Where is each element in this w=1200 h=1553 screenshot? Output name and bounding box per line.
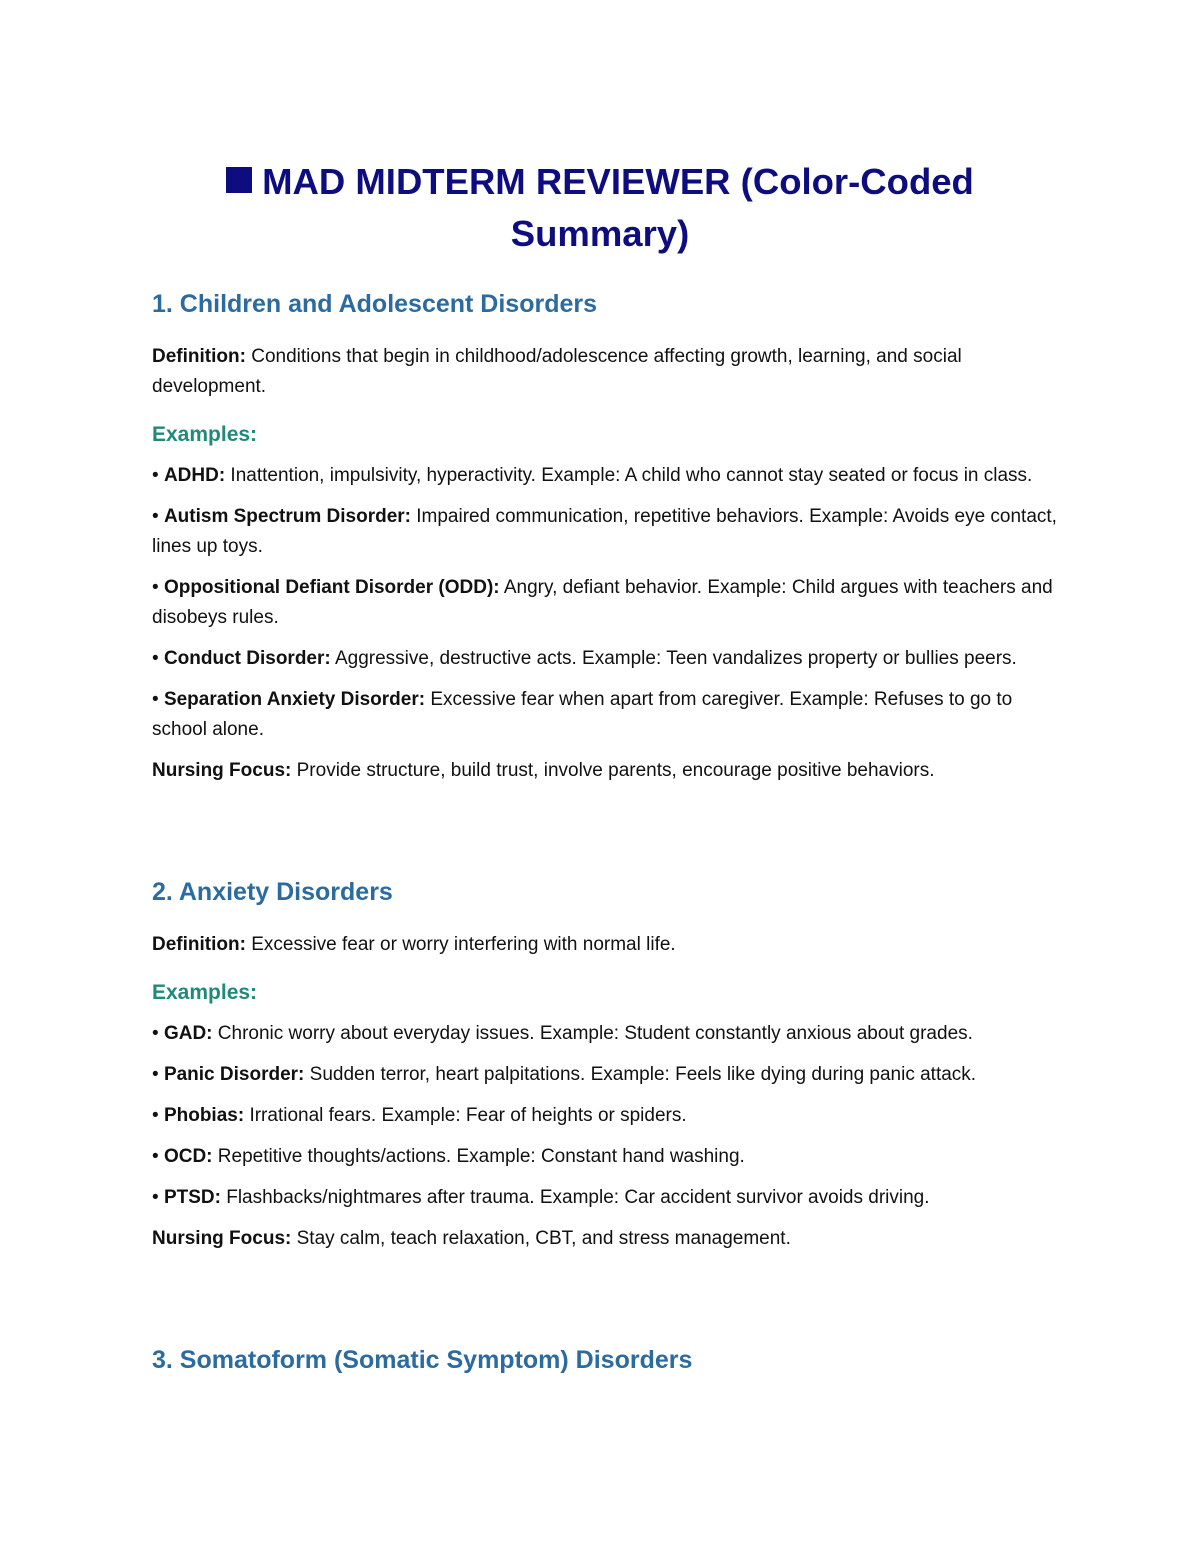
item-term: OCD: — [163, 1146, 213, 1167]
list-item: • Separation Anxiety Disorder: Excessive fear when apart from caregiver. Example: Refuses to go to school alone. — [152, 689, 1013, 740]
definition-paragraph — [152, 930, 1057, 960]
item-text: Inattention, impulsivity, hyperactivity. Example: A child who cannot stay seated or focus in class. — [225, 465, 1033, 486]
list-item: • Oppositional Defiant Disorder (ODD): Angry, defiant behavior. Example: Child argues with teachers and disobeys rules. — [152, 577, 1053, 628]
section-heading: 1. Children and Adolescent Disorders — [152, 290, 598, 318]
nursing-focus-text: Stay calm, teach relaxation, CBT, and stress management. — [291, 1228, 791, 1249]
definition-label: Definition: — [152, 346, 246, 367]
definition-text: Excessive fear or worry interfering with normal life. — [245, 934, 676, 955]
item-text: Excessive fear when apart from caregiver. Example: Refuses to go to school alone. — [152, 689, 1013, 740]
item-term: GAD: — [163, 1023, 213, 1044]
section-children-adolescent — [152, 288, 1057, 786]
section-heading: 3. Somatoform (Somatic Symptom) Disorders — [152, 1346, 693, 1374]
item-term: Oppositional Defiant Disorder (ODD): — [163, 577, 500, 598]
item-text: Repetitive thoughts/actions. Example: Constant hand washing. — [212, 1146, 745, 1167]
definition-paragraph — [152, 342, 1057, 402]
item-term: PTSD: — [163, 1187, 221, 1208]
item-text: Chronic worry about everyday issues. Example: Student constantly anxious about grades. — [212, 1023, 973, 1044]
examples-label: Examples: — [152, 981, 258, 1004]
document-title — [150, 156, 1050, 260]
nursing-focus-paragraph — [152, 1224, 1057, 1254]
item-term: ADHD: — [163, 465, 226, 486]
item-text: Impaired communication, repetitive behaviors. Example: Avoids eye contact, lines up toys. — [152, 506, 1057, 557]
document-title-text: MAD MIDTERM REVIEWER (Color-Coded Summary) — [262, 161, 974, 254]
section-anxiety — [152, 876, 1057, 1254]
list-item: • OCD: Repetitive thoughts/actions. Example: Constant hand washing. — [152, 1146, 745, 1167]
examples-label: Examples: — [152, 423, 258, 446]
list-item: • ADHD: Inattention, impulsivity, hyperactivity. Example: A child who cannot stay seated or focus in class. — [152, 465, 1033, 486]
list-item: • Conduct Disorder: Aggressive, destructive acts. Example: Teen vandalizes property or bullies peers. — [152, 648, 1017, 669]
item-term: Panic Disorder: — [163, 1064, 305, 1085]
square-bullet-icon — [226, 167, 252, 193]
item-text: Flashbacks/nightmares after trauma. Example: Car accident survivor avoids driving. — [220, 1187, 930, 1208]
nursing-focus-label: Nursing Focus: — [152, 1228, 292, 1249]
item-text: Sudden terror, heart palpitations. Example: Feels like dying during panic attack. — [304, 1064, 977, 1085]
item-text: Irrational fears. Example: Fear of heights or spiders. — [244, 1105, 687, 1126]
nursing-focus-text: Provide structure, build trust, involve parents, encourage positive behaviors. — [291, 760, 935, 781]
item-term: Phobias: — [163, 1105, 245, 1126]
definition-label: Definition: — [152, 934, 246, 955]
list-item: • Panic Disorder: Sudden terror, heart palpitations. Example: Feels like dying during panic attack. — [152, 1064, 977, 1085]
list-item: • PTSD: Flashbacks/nightmares after trauma. Example: Car accident survivor avoids driving. — [152, 1187, 930, 1208]
nursing-focus-label: Nursing Focus: — [152, 760, 292, 781]
item-term: Conduct Disorder: — [163, 648, 331, 669]
item-term: Separation Anxiety Disorder: — [163, 689, 426, 710]
nursing-focus-paragraph — [152, 756, 1057, 786]
item-term: Autism Spectrum Disorder: — [163, 506, 411, 527]
definition-text: Conditions that begin in childhood/adolescence affecting growth, learning, and social development. — [152, 346, 962, 397]
section-somatoform — [152, 1344, 1057, 1376]
item-text: Aggressive, destructive acts. Example: Teen vandalizes property or bullies peers. — [330, 648, 1017, 669]
item-text: Angry, defiant behavior. Example: Child argues with teachers and disobeys rules. — [152, 577, 1053, 628]
section-heading: 2. Anxiety Disorders — [152, 878, 393, 906]
list-item: • GAD: Chronic worry about everyday issues. Example: Student constantly anxious about grades. — [152, 1023, 973, 1044]
list-item: • Phobias: Irrational fears. Example: Fear of heights or spiders. — [152, 1105, 687, 1126]
list-item: • Autism Spectrum Disorder: Impaired communication, repetitive behaviors. Example: Avoids eye contact, lines up toys. — [152, 506, 1057, 557]
